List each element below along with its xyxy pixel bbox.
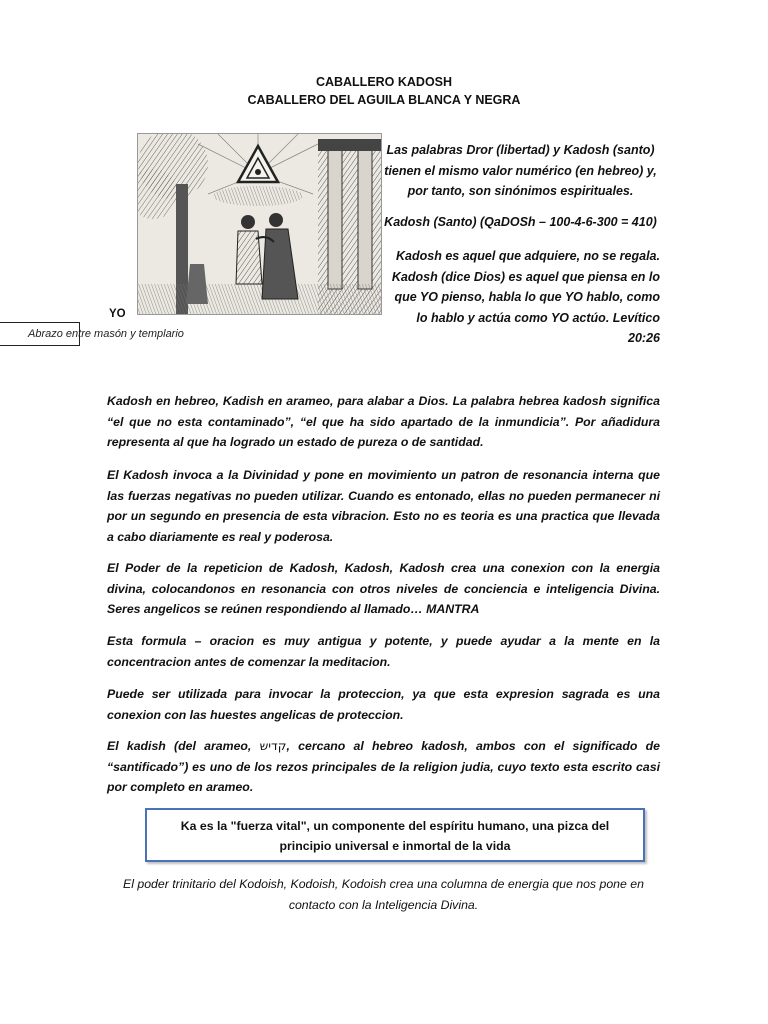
sidebar-text-2: Kadosh (Santo) (QaDOSh – 100-4-6-300 = 410)	[384, 215, 657, 229]
kadish-text-end: , cercano al hebreo kadosh, ambos con el significado de “santificado”) es uno de los rezos principales de la religion judia, cuyo texto esta escrito casi por completo en arameo.	[107, 739, 660, 795]
sidebar-paragraph-value	[383, 212, 658, 233]
hebrew-word: קדיש	[259, 739, 287, 753]
body-paragraph: El Kadosh invoca a la Divinidad y pone en movimiento un patron de resonancia interna que las fuerzas negativas no pueden utilizar. Cuando es entonado, ellas no pueden permanecer ni por un segundo en presencia de esta vibracion. Esto no es teoria es una practica que llevada a cabo diariamente es real y poderosa.	[107, 468, 660, 544]
sidebar-text-1: Las palabras Dror (libertad) y Kadosh (santo) tienen el mismo valor numérico (en hebreo) y, por tanto, son sinónimos espirituales.	[384, 143, 657, 198]
body-paragraph: Kadosh en hebreo, Kadish en arameo, para alabar a Dios. La palabra hebrea kadosh significa “el que no esta contaminado”, “el que ha sido apartado de la inmundicia”. Por añadidura representa al que ha logrado un estado de pureza o de santidad.	[107, 394, 660, 450]
quote-text: Ka es la "fuerza vital", un componente del espíritu humano, una pizca del principio universal e inmortal de la vida	[180, 819, 610, 853]
yo-label: YO	[109, 308, 126, 320]
kadish-text-start: El kadish (del arameo,	[107, 739, 260, 753]
closing-paragraph: El poder trinitario del Kodoish, Kodoish, Kodoish crea una columna de energia que nos pone en contacto con la Inteligencia Divina.	[123, 877, 644, 912]
sidebar-paragraph-leviticus	[390, 246, 660, 349]
document-title: CABALLERO KADOSH	[315, 75, 453, 89]
body-paragraph: Puede ser utilizada para invocar la proteccion, ya que esta expresion sagrada es una conexion con las huestes angelicas de proteccion.	[107, 687, 660, 722]
sidebar-text-3: Kadosh es aquel que adquiere, no se regala. Kadosh (dice Dios) es aquel que piensa en lo que YO pienso, habla lo que YO hablo, como lo hablo y actúa como YO actúo. Levítico 20:26	[391, 249, 660, 345]
sidebar-paragraph-dror	[383, 140, 658, 202]
body-paragraph-kadish	[107, 736, 660, 798]
document-subtitle: CABALLERO DEL AGUILA BLANCA Y NEGRA	[247, 93, 521, 107]
highlight-quote-box	[145, 808, 645, 862]
figure-caption: Abrazo entre masón y templario	[28, 328, 184, 340]
body-paragraph: El Poder de la repeticion de Kadosh, Kadosh, Kadosh crea una conexion con la energia divina, colocandonos en resonancia con otros niveles de conciencia e inteligencia Divina. Seres angelicos se reúnen respondiendo al llamado… MANTRA	[107, 561, 660, 617]
body-paragraph: Esta formula – oracion es muy antigua y potente, y puede ayudar a la mente en la concentracion antes de comenzar la meditacion.	[107, 634, 660, 669]
engraving-illustration	[137, 133, 382, 315]
